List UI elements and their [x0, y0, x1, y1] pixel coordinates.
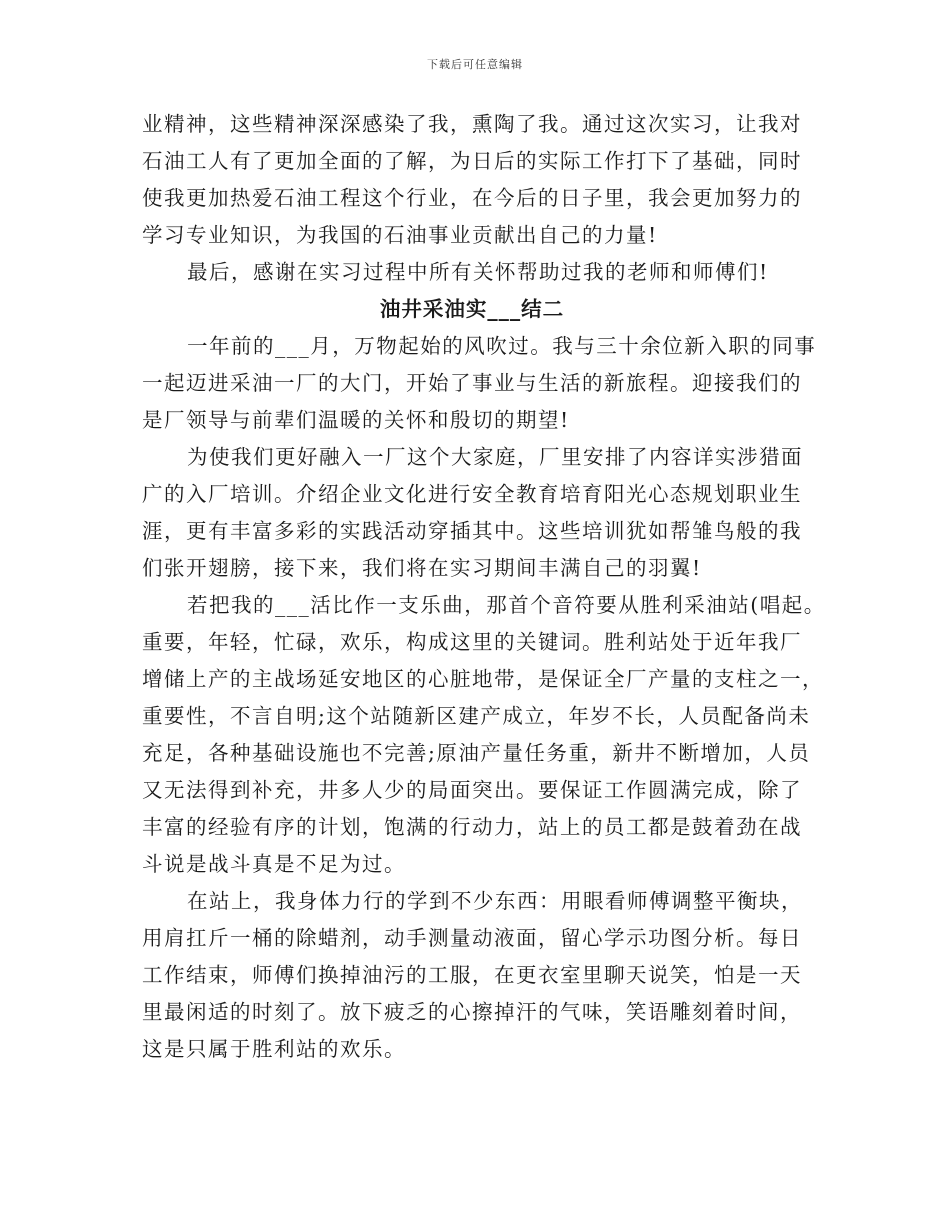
text-line: 涯，更有丰富多彩的实践活动穿插其中。这些培训犹如帮雏鸟般的我 [142, 519, 802, 543]
text-line: 业精神，这些精神深深感染了我，熏陶了我。通过这次实习，让我对 [142, 112, 802, 136]
text-line: 重要，年轻，忙碌，欢乐，构成这里的关键词。胜利站处于近年我厂 [142, 630, 802, 654]
text-line: 斗说是战斗真是不足为过。 [142, 852, 406, 876]
text-line: 一年前的___月，万物起始的风吹过。我与三十余位新入职的同事 [187, 334, 817, 358]
text-line: 一起迈进采油一厂的大门，开始了事业与生活的新旅程。迎接我们的 [142, 371, 802, 395]
document-body [142, 106, 826, 1068]
text-line: 用肩扛斤一桶的除蜡剂，动手测量动液面，留心学示功图分析。每日 [142, 926, 802, 950]
text-line: 为使我们更好融入一厂这个大家庭，厂里安排了内容详实涉猎面 [187, 445, 803, 469]
header-note: 下载后可任意编辑 [427, 58, 523, 71]
text-line: 重要性，不言自明;这个站随新区建产成立，年岁不长，人员配备尚未 [142, 704, 811, 728]
text-line: 充足，各种基础设施也不完善;原油产量任务重，新井不断增加，人员 [142, 741, 811, 765]
text-line: 这是只属于胜利站的欢乐。 [142, 1037, 406, 1061]
text-line: 若把我的___活比作一支乐曲，那首个音符要从胜利采油站(唱起。 [187, 593, 826, 617]
section-title: 油井采油实___结二 [379, 297, 565, 321]
text-line: 工作结束，师傅们换掉油污的工服，在更衣室里聊天说笑，怕是一天 [142, 963, 802, 987]
text-line: 们张开翅膀，接下来，我们将在实习期间丰满自己的羽翼! [142, 556, 702, 580]
text-line: 广的入厂培训。介绍企业文化进行安全教育培育阳光心态规划职业生 [142, 482, 802, 506]
text-line: 又无法得到补充，井多人少的局面突出。要保证工作圆满完成，除了 [142, 778, 802, 802]
text-line: 使我更加热爱石油工程这个行业，在今后的日子里，我会更加努力的 [142, 186, 802, 210]
text-line: 在站上，我身体力行的学到不少东西：用眼看师傅调整平衡块， [187, 889, 803, 913]
text-line: 里最闲适的时刻了。放下疲乏的心擦掉汗的气味，笑语雕刻着时间， [142, 1000, 802, 1024]
text-line: 丰富的经验有序的计划，饱满的行动力，站上的员工都是鼓着劲在战 [142, 815, 802, 839]
text-line: 学习专业知识，为我国的石油事业贡献出自己的力量! [142, 223, 658, 247]
text-line: 石油工人有了更加全面的了解，为日后的实际工作打下了基础，同时 [142, 149, 802, 173]
text-line: 增储上产的主战场延安地区的心脏地带，是保证全厂产量的支柱之一， [142, 667, 824, 691]
text-line: 最后，感谢在实习过程中所有关怀帮助过我的老师和师傅们! [187, 260, 769, 284]
text-line: 是厂领导与前辈们温暖的关怀和殷切的期望! [142, 408, 570, 432]
